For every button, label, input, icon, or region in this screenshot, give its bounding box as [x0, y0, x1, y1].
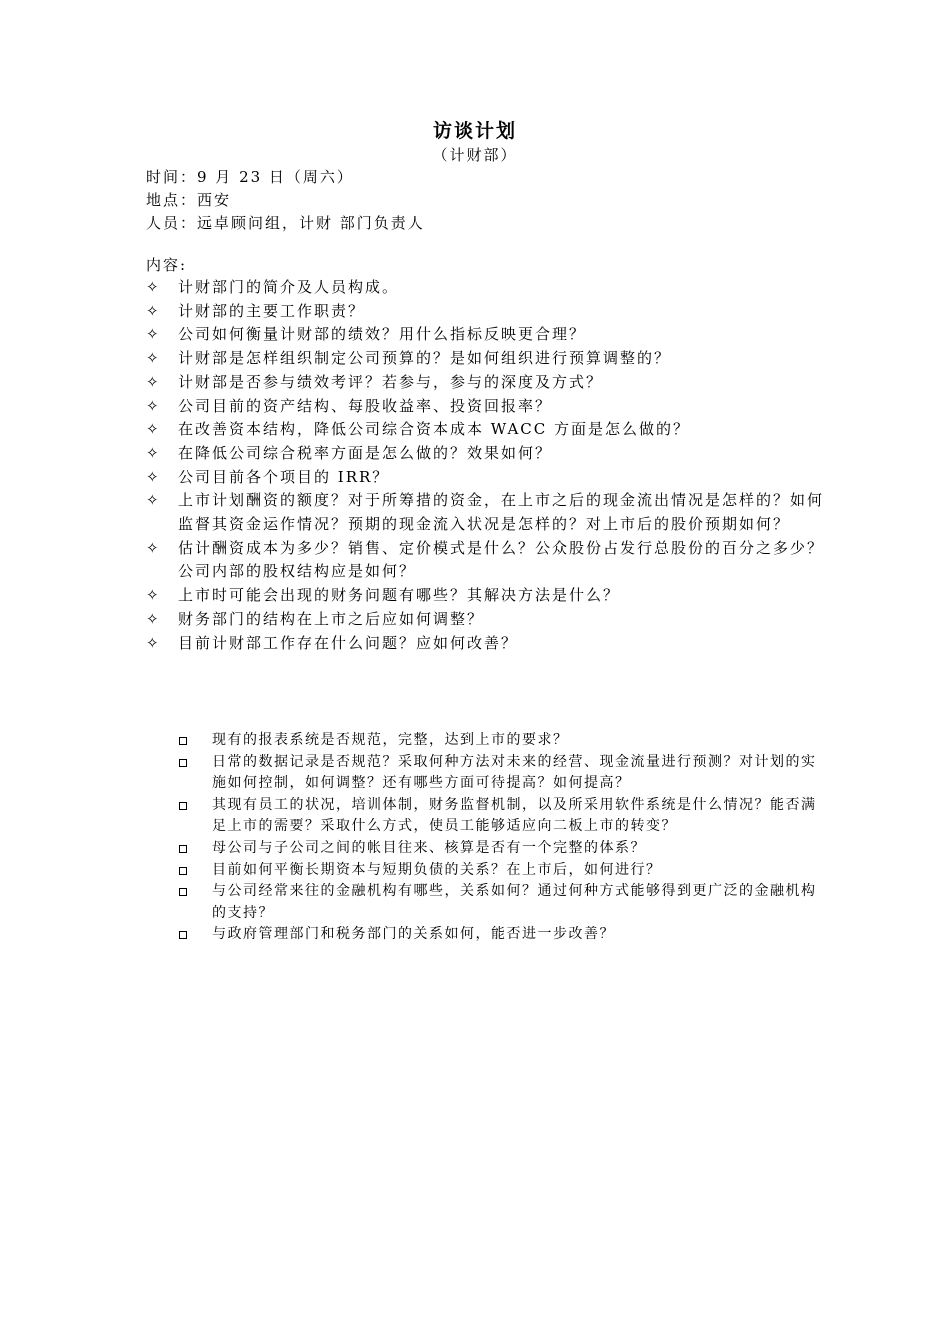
diamond-bullet-icon: ✧: [146, 467, 159, 486]
list-item-text: 在降低公司综合税率方面是怎么做的？效果如何？: [178, 443, 553, 462]
list-item: [178, 795, 828, 838]
list-item-text: 与公司经常来往的金融机构有哪些，关系如何？通过何种方式能够得到更广泛的金融机构的支持？: [212, 883, 817, 921]
diamond-bullet-icon: ✧: [146, 349, 159, 368]
list-item: [146, 537, 826, 584]
list-item: [146, 489, 826, 536]
list-item-text: 公司如何衡量计财部的绩效？用什么指标反映更合理？: [178, 325, 587, 344]
list-item-text: 日常的数据记录是否规范？采取何种方法对未来的经营、现金流量进行预测？对计划的实施如何控制，如何调整？还有哪些方面可待提高？如何提高？: [212, 753, 817, 792]
list-item: [146, 347, 826, 371]
list-item: [146, 632, 826, 656]
diamond-bullet-icon: ✧: [146, 396, 159, 415]
diamond-bullet-icon: ✧: [146, 372, 159, 391]
list-item-text: 目前如何平衡长期资本与短期负债的关系？在上市后，如何进行？: [212, 861, 662, 878]
square-bullet-icon: [179, 867, 187, 875]
list-item: [146, 323, 826, 347]
list-item: [178, 881, 828, 924]
list-item-text: 母公司与子公司之间的帐目往来、核算是否有一个完整的体系？: [212, 839, 646, 856]
list-item: [178, 752, 828, 795]
list-item: [146, 395, 826, 419]
list-item-text: 公司目前各个项目的 IRR？: [178, 467, 390, 486]
square-bullet-icon: [179, 802, 187, 810]
list-item-text: 其现有员工的状况，培训体制，财务监督机制，以及所采用软件系统是什么情况？能否满足上市的需要？采取什么方式，使员工能够适应向二板上市的转变？: [212, 796, 817, 835]
diamond-bullet-icon: ✧: [146, 586, 159, 605]
list-item-text: 上市计划酬资的额度？对于所筹措的资金，在上市之后的现金流出情况是怎样的？如何监督其资金运作情况？预期的现金流入状况是怎样的？对上市后的股价预期如何？: [178, 491, 825, 534]
list-item-text: 在改善资本结构，降低公司综合资本成本 WACC 方面是怎么做的？: [178, 420, 690, 439]
diamond-bullet-icon: ✧: [146, 491, 159, 510]
list-item-text: 计财部是否参与绩效考评？若参与，参与的深度及方式？: [178, 372, 604, 391]
list-item-text: 估计酬资成本为多少？销售、定价模式是什么？公众股份占发行总股份的百分之多少？公司内部的股权结构应是如何？: [178, 538, 825, 581]
square-bullet-icon: [179, 888, 187, 896]
list-item-text: 计财部的主要工作职责？: [178, 301, 366, 320]
list-item: [178, 730, 828, 752]
list-item: [146, 276, 826, 300]
diamond-bullet-icon: ✧: [146, 325, 159, 344]
list-item-text: 计财部门的简介及人员构成。: [178, 278, 400, 296]
square-bullet-icon: [179, 931, 187, 939]
list-item: [178, 838, 828, 860]
sub-question-list: [178, 730, 828, 946]
list-item-text: 目前计财部工作存在什么问题？应如何改善？: [178, 633, 519, 652]
list-item: [146, 371, 826, 395]
meta-place: 地点：西安: [146, 191, 232, 209]
main-question-list: [146, 276, 826, 655]
diamond-bullet-icon: ✧: [146, 443, 159, 462]
doc-title: 访谈计划: [432, 120, 517, 142]
diamond-bullet-icon: ✧: [146, 420, 159, 439]
square-bullet-icon: [179, 737, 187, 745]
list-item-text: 财务部门的结构在上市之后应如何调整？: [178, 609, 485, 628]
list-item: [146, 466, 826, 490]
list-item: [178, 860, 828, 882]
meta-block: [146, 166, 425, 235]
meta-people: 人员：远卓顾问组，计财 部门负责人: [146, 214, 425, 232]
diamond-bullet-icon: ✧: [146, 633, 159, 652]
list-item: [146, 418, 826, 442]
diamond-bullet-icon: ✧: [146, 301, 159, 320]
list-item-text: 现有的报表系统是否规范，完整，达到上市的要求？: [212, 732, 569, 748]
square-bullet-icon: [179, 759, 187, 767]
diamond-bullet-icon: ✧: [146, 609, 159, 628]
diamond-bullet-icon: ✧: [146, 538, 159, 557]
list-item-text: 计财部是怎样组织制定公司预算的？是如何组织进行预算调整的？: [178, 349, 672, 368]
diamond-bullet-icon: ✧: [146, 278, 159, 296]
doc-subtitle: （计财部）: [432, 146, 518, 164]
list-item: [178, 924, 828, 946]
content-label: 内容:: [146, 256, 188, 274]
list-item: [146, 608, 826, 632]
list-item-text: 公司目前的资产结构、每股收益率、投资回报率？: [178, 396, 553, 415]
square-bullet-icon: [179, 845, 187, 853]
list-item: [146, 300, 826, 324]
list-item-text: 上市时可能会出现的财务问题有哪些？其解决方法是什么？: [178, 586, 621, 605]
list-item-text: 与政府管理部门和税务部门的关系如何，能否进一步改善？: [212, 926, 615, 943]
list-item: [146, 442, 826, 466]
meta-time: 时间：9 月 23 日（周六）: [146, 168, 354, 186]
list-item: [146, 584, 826, 608]
